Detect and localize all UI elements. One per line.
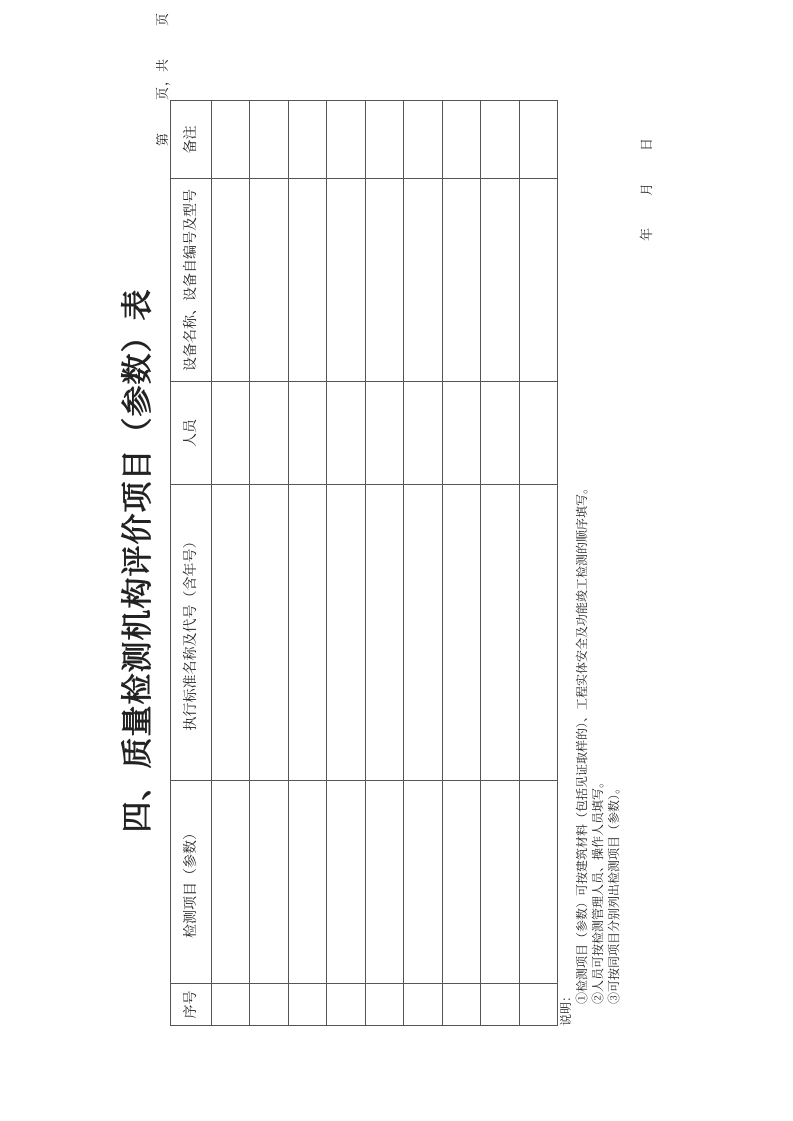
- header-equipment: 设备名称、设备自编号及型号: [171, 179, 212, 382]
- page-suffix: 页: [156, 11, 171, 26]
- table-row: [519, 101, 558, 1026]
- table-header-row: [171, 101, 212, 1026]
- table-cell[interactable]: [404, 382, 442, 485]
- table-cell[interactable]: [288, 781, 326, 984]
- table-cell[interactable]: [404, 101, 442, 179]
- table-cell[interactable]: [250, 101, 288, 179]
- table-cell[interactable]: [327, 781, 365, 984]
- table-cell[interactable]: [481, 382, 519, 485]
- table-cell[interactable]: [250, 485, 288, 781]
- table-cell[interactable]: [442, 984, 480, 1026]
- header-standard: 执行标准名称及代号（含年号）: [171, 485, 212, 781]
- table-cell[interactable]: [288, 179, 326, 382]
- table-row: [442, 101, 480, 1026]
- notes-section: [558, 482, 622, 1026]
- page-prefix: 第: [156, 131, 171, 146]
- page-title: 四、质量检测机构评价项目（参数）表: [120, 288, 156, 833]
- table-row: [288, 101, 326, 1026]
- table-cell[interactable]: [288, 382, 326, 485]
- table-cell[interactable]: [519, 179, 558, 382]
- table-cell[interactable]: [481, 485, 519, 781]
- table-cell[interactable]: [212, 984, 250, 1026]
- evaluation-table: [170, 100, 558, 1026]
- table-cell[interactable]: [442, 485, 480, 781]
- table-cell[interactable]: [519, 781, 558, 984]
- table-cell[interactable]: [250, 781, 288, 984]
- header-personnel: 人员: [171, 382, 212, 485]
- table-cell[interactable]: [481, 781, 519, 984]
- table-cell[interactable]: [212, 179, 250, 382]
- table-cell[interactable]: [327, 984, 365, 1026]
- table-cell[interactable]: [365, 179, 403, 382]
- note-item-2: ②人员可按检测管理人员、操作人员填写。: [591, 775, 605, 1004]
- table-cell[interactable]: [288, 485, 326, 781]
- table-cell[interactable]: [250, 984, 288, 1026]
- table-cell[interactable]: [481, 984, 519, 1026]
- table-row: [404, 101, 442, 1026]
- table-body: [212, 101, 558, 1026]
- table-cell[interactable]: [212, 485, 250, 781]
- table-cell[interactable]: [519, 485, 558, 781]
- table-row: [250, 101, 288, 1026]
- page-unit: 页，共: [156, 57, 171, 100]
- table-cell[interactable]: [288, 101, 326, 179]
- table-row: [481, 101, 519, 1026]
- table-cell[interactable]: [519, 101, 558, 179]
- table-cell[interactable]: [481, 101, 519, 179]
- table-cell[interactable]: [365, 781, 403, 984]
- table-cell[interactable]: [442, 179, 480, 382]
- table-cell[interactable]: [481, 179, 519, 382]
- table-cell[interactable]: [365, 485, 403, 781]
- table-cell[interactable]: [404, 485, 442, 781]
- table-cell[interactable]: [212, 101, 250, 179]
- table-cell[interactable]: [288, 984, 326, 1026]
- table-cell[interactable]: [404, 179, 442, 382]
- header-remarks: 备注: [171, 101, 212, 179]
- table-cell[interactable]: [212, 382, 250, 485]
- header-test-item: 检测项目（参数）: [171, 781, 212, 984]
- table-row: [365, 101, 403, 1026]
- table-cell[interactable]: [250, 179, 288, 382]
- table-cell[interactable]: [327, 485, 365, 781]
- table-cell[interactable]: [327, 101, 365, 179]
- table-cell[interactable]: [365, 984, 403, 1026]
- note-item-1: ①检测项目（参数）可按建筑材料（包括见证取样的）、工程实体安全及功能竣工检测的顺序填写。: [575, 481, 589, 1004]
- table-row: [327, 101, 365, 1026]
- table-cell[interactable]: [442, 101, 480, 179]
- table-cell[interactable]: [212, 781, 250, 984]
- table-cell[interactable]: [519, 984, 558, 1026]
- table-cell[interactable]: [442, 781, 480, 984]
- page-number-info: [152, 12, 171, 146]
- table-cell[interactable]: [365, 382, 403, 485]
- date-day: 日: [640, 137, 655, 151]
- table-cell[interactable]: [442, 382, 480, 485]
- table-row: [212, 101, 250, 1026]
- table-cell[interactable]: [404, 781, 442, 984]
- date-month: 月: [640, 182, 655, 196]
- table-cell[interactable]: [404, 984, 442, 1026]
- notes-label: 说明：: [559, 989, 573, 1026]
- table-cell[interactable]: [327, 382, 365, 485]
- table-cell[interactable]: [327, 179, 365, 382]
- date-year: 年: [640, 227, 655, 241]
- table-cell[interactable]: [250, 382, 288, 485]
- header-serial-no: 序号: [171, 984, 212, 1026]
- date-line: [636, 138, 655, 241]
- note-item-3: ③可按同项目分别列出检测项目（参数）。: [607, 781, 621, 1004]
- table-cell[interactable]: [519, 382, 558, 485]
- table-cell[interactable]: [365, 101, 403, 179]
